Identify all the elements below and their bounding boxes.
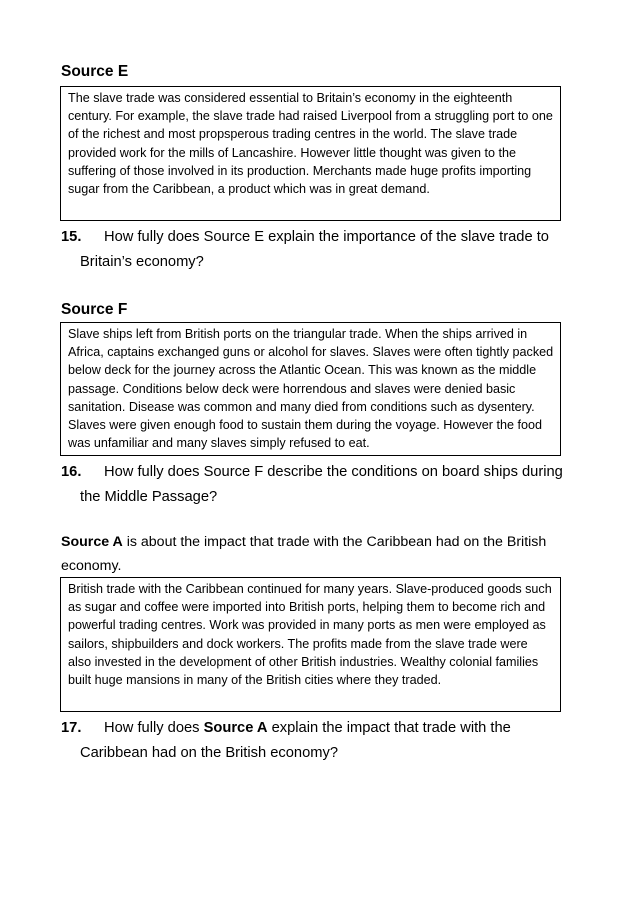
question-16-number: 16. — [61, 464, 82, 480]
question-15-line2: Britain’s economy? — [80, 254, 204, 270]
source-f-box — [60, 322, 561, 456]
question-17-number: 17. — [61, 720, 82, 736]
question-15 — [61, 225, 571, 275]
question-16-line2: the Middle Passage? — [80, 489, 218, 505]
source-a-box — [60, 577, 561, 712]
source-f-heading: Source F — [61, 301, 128, 318]
question-16-line1: How fully does Source F describe the conditions on board ships during — [104, 464, 563, 480]
question-17-source-label: Source A — [203, 720, 268, 736]
source-a-intro — [61, 530, 581, 578]
question-17 — [61, 716, 571, 766]
source-e-box — [60, 86, 561, 221]
source-f-text: Slave ships left from British ports on the triangular trade. When the ships arrived in Africa, captains exchanged guns or alcohol for slaves. Slaves were often tightly packed below deck for the journey across the Atlantic Ocean. This was known as the middle passage. Conditions below deck were horrendous and slaves were denied basic sanitation. Disease was common and many died from conditions such as dysentery. Slaves were given enough food to sustain them during the voyage. However the food was unfamiliar and many slaves simply refused to eat. — [68, 327, 554, 451]
source-a-text: British trade with the Caribbean continued for many years. Slave-produced goods such as sugar and coffee were imported into British ports, helping them to become rich and powerful trading centres. Work was provided in many ports as men were employed as sailors, shipbuilders and dock workers. The profits made from the slave trade were also invested in the development of other British industries. Wealthy colonial families built huge mansions in many of the British cities where they traded. — [68, 582, 552, 688]
source-e-text: The slave trade was considered essential to Britain’s economy in the eighteenth century. For example, the slave trade had raised Liverpool from a struggling port to one of the richest and most propsperous trading centres in the world. The slave trade provided work for the mills of Lancashire. However little thought was given to the suffering of those involved in its production. Merchants made huge profits importing sugar from the Caribbean, a product which was in great demand. — [68, 91, 553, 197]
source-a-intro-text: is about the impact that trade with the Caribbean had on the British economy. — [61, 534, 547, 574]
question-17-line1-pre: How fully does — [104, 720, 204, 736]
source-e-heading: Source E — [61, 63, 129, 80]
question-15-line1: How fully does Source E explain the importance of the slave trade to — [104, 229, 549, 245]
question-17-line1-post: explain the impact that trade with the — [267, 720, 511, 736]
source-a-intro-label: Source A — [61, 534, 123, 550]
question-16 — [61, 460, 571, 510]
question-15-number: 15. — [61, 229, 82, 245]
question-17-line2: Caribbean had on the British economy? — [80, 745, 339, 761]
